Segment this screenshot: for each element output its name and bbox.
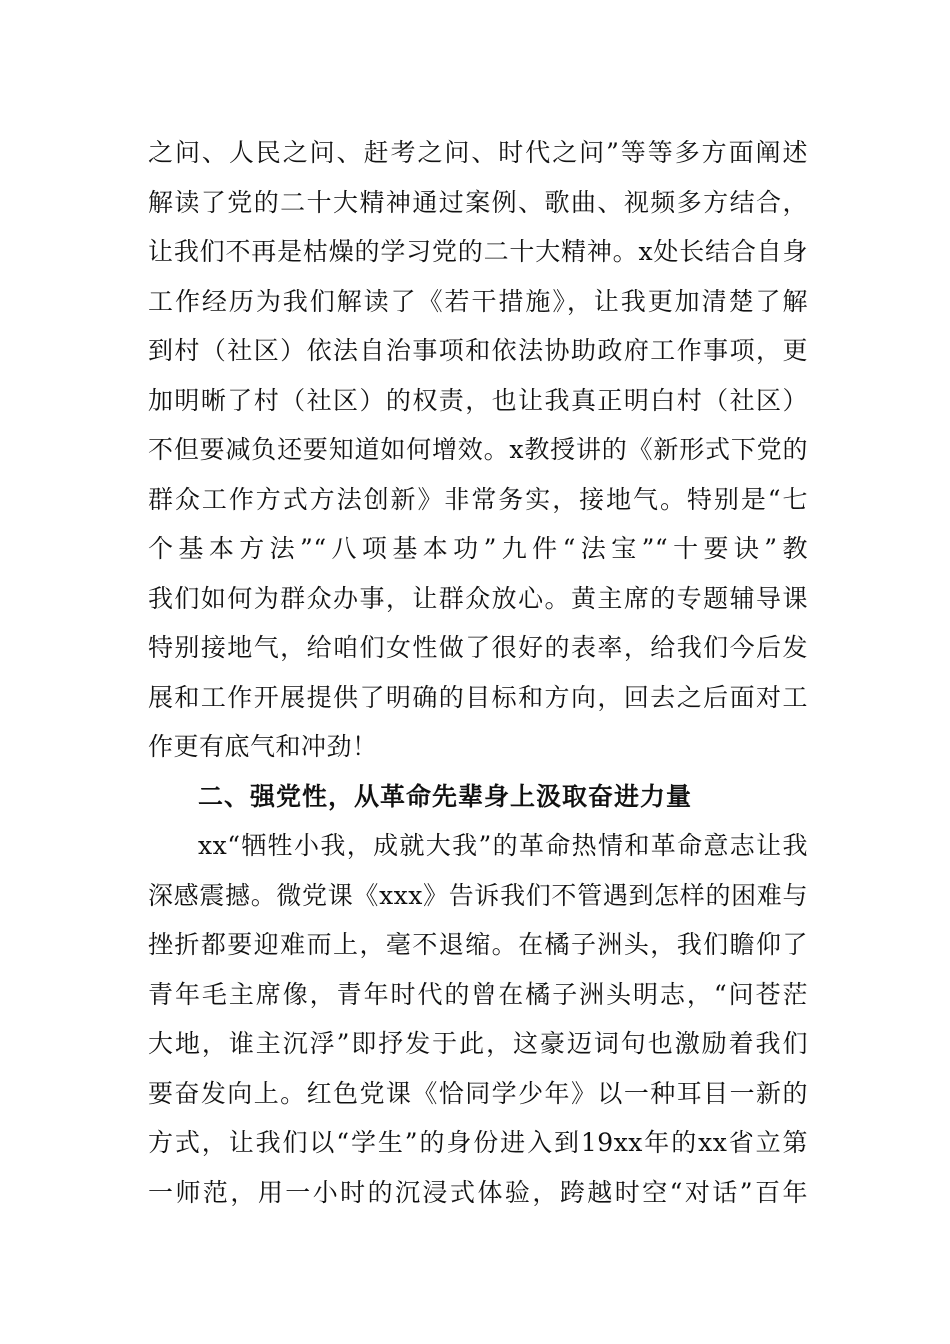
body-text <box>148 128 808 1217</box>
paragraph-2-line-7: 方式，让我们以“学生”的身份进入到19xx年的xx省立第 <box>148 1128 808 1157</box>
paragraph-1-line-12: 展和工作开展提供了明确的目标和方向，回去之后面对工 <box>148 682 808 712</box>
paragraph-2-line-1: xx“牺牲小我，成就大我”的革命热情和革命意志让我 <box>198 831 808 860</box>
paragraph-2-line-2: 深感震撼。微党课《xxx》告诉我们不管遇到怎样的困难与 <box>148 880 808 910</box>
paragraph-1-line-4: 工作经历为我们解读了《若干措施》，让我更加清楚了解 <box>148 286 808 316</box>
paragraph-2-line-8: 一师范，用一小时的沉浸式体验，跨越时空“对话”百年 <box>148 1177 808 1207</box>
paragraph-1-line-8: 群众工作方式方法创新》非常务实，接地气。特别是“七 <box>148 484 808 514</box>
paragraph-2-line-6: 要奋发向上。红色党课《恰同学少年》以一种耳目一新的 <box>148 1078 808 1108</box>
paragraph-1-line-7: 不但要减负还要知道如何增效。x教授讲的《新形式下党的 <box>148 435 808 464</box>
paragraph-1-line-6: 加明晰了村（社区）的权责，也让我真正明白村（社区） <box>148 385 808 415</box>
paragraph-1-line-5: 到村（社区）依法自治事项和依法协助政府工作事项，更 <box>148 336 808 365</box>
paragraph-1-line-10: 我们如何为群众办事，让群众放心。黄主席的专题辅导课 <box>148 583 808 613</box>
paragraph-1-line-11: 特别接地气，给咱们女性做了很好的表率，给我们今后发 <box>148 633 808 662</box>
paragraph-2-line-4: 青年毛主席像，青年时代的曾在橘子洲头明志，“问苍茫 <box>148 979 808 1009</box>
paragraph-1-line-13: 作更有底气和冲劲！ <box>148 732 378 761</box>
paragraph-1-line-2: 解读了党的二十大精神通过案例、歌曲、视频多方结合， <box>148 187 808 217</box>
paragraph-2-line-3: 挫折都要迎难而上，毫不退缩。在橘子洲头，我们瞻仰了 <box>148 930 808 959</box>
paragraph-1-line-3: 让我们不再是枯燥的学习党的二十大精神。x处长结合自身 <box>148 237 808 266</box>
paragraph-1-line-1: 之问、人民之问、赶考之问、时代之问”等等多方面阐述 <box>148 138 808 167</box>
section-heading-2: 二、强党性，从革命先辈身上汲取奋进力量 <box>198 781 693 811</box>
paragraph-1-line-9: 个基本方法”“八项基本功”九件“法宝”“十要诀”教 <box>148 534 808 563</box>
paragraph-2-line-5: 大地，谁主沉浮”即抒发于此，这豪迈词句也激励着我们 <box>148 1029 808 1058</box>
